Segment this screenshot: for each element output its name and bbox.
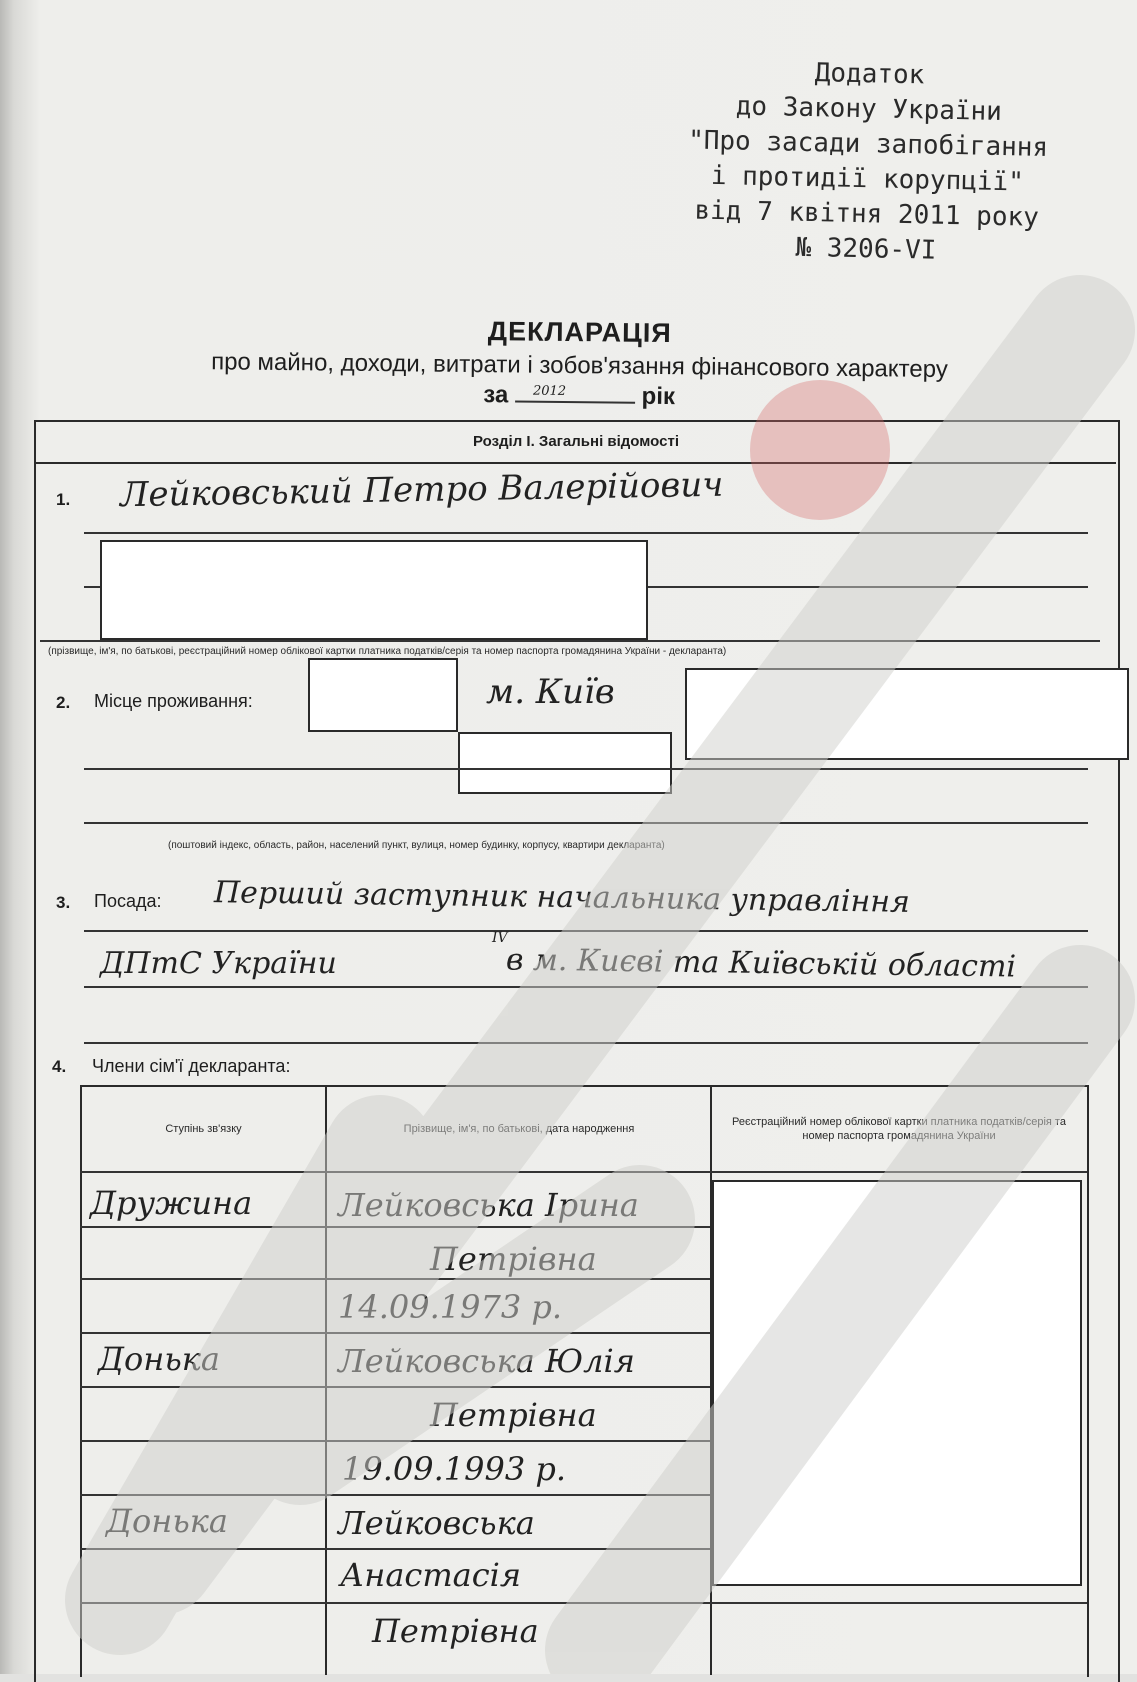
field-2-line (84, 768, 1088, 770)
field-2-line (84, 822, 1088, 824)
member-relation: Донька (106, 1502, 228, 1540)
member-patronymic: Петрівна (430, 1240, 597, 1278)
field-4-number: 4. (52, 1057, 67, 1076)
field-1-line (40, 640, 1100, 642)
table-row-line (80, 1226, 710, 1228)
column-header-relation: Ступінь зв'язку (165, 1123, 242, 1135)
redaction-box (685, 668, 1129, 760)
field-3-line (84, 986, 1088, 988)
table-row-line (80, 1440, 710, 1442)
position-superscript: IV (492, 930, 508, 946)
addendum-line: від 7 квітня 2011 року (694, 195, 1040, 233)
year-suffix: рік (641, 382, 676, 411)
section-title: Розділ І. Загальні відомості (36, 422, 1116, 464)
member-relation: Дружина (90, 1184, 253, 1222)
document-subtitle: про майно, доходи, витрати і зобов'язання фінансового характеру (211, 348, 948, 383)
table-row-line (80, 1548, 710, 1550)
position-handwritten-line-1: Перший заступник начальника управління (213, 875, 911, 920)
year-prefix: за (483, 381, 509, 409)
column-header-name: Прізвище, ім'я, по батькові, дата народження (403, 1123, 635, 1135)
table-row-line (80, 1332, 710, 1334)
field-3-line (84, 930, 1088, 932)
member-patronymic: Петрівна (430, 1396, 597, 1434)
position-handwritten-line-2b: в м. Києві та Київській області (505, 942, 1017, 985)
field-1-caption: (прізвище, ім'я, по батькові, реєстраційний номер облікової картки платника податків/серія та номер паспорта громадянина України - декларанта) (48, 646, 727, 657)
member-birth-date: 14.09.1973 р. (338, 1288, 563, 1326)
column-header-id: Реєстраційний номер облікової картки платника податків/серія та номер паспорта громадянина України (732, 1116, 1066, 1142)
residence-city-handwritten: м. Київ (486, 672, 615, 712)
field-1-line (84, 532, 1088, 534)
residence-label: Місце проживання: (94, 691, 253, 711)
field-3-line (84, 1042, 1088, 1044)
table-column-divider (325, 1085, 327, 1675)
member-relation: Донька (98, 1340, 220, 1378)
year-blank (515, 383, 635, 403)
member-patronymic-continued: Петрівна (372, 1612, 539, 1650)
redaction-box (308, 658, 458, 732)
addendum-line: № 3206-VI (795, 232, 937, 266)
redaction-box (100, 540, 648, 640)
member-name: Лейковська Ірина (338, 1186, 639, 1224)
member-patronymic: Анастасія (340, 1556, 522, 1594)
field-3-number: 3. (56, 893, 71, 912)
redaction-box (712, 1180, 1082, 1586)
year-handwritten: 2012 (532, 383, 567, 399)
member-name: Лейковська Юлія (338, 1342, 635, 1380)
addendum-line: до Закону України (735, 91, 1003, 128)
redaction-box (458, 732, 672, 794)
table-row-line (80, 1386, 710, 1388)
position-label: Посада: (94, 891, 162, 911)
law-addendum-reference (616, 52, 1120, 272)
field-2-caption: (поштовий індекс, область, район, населений пункт, вулиця, номер будинку, корпусу, квартири декларанта) (168, 840, 665, 851)
addendum-line: і протидії корупції" (710, 160, 1025, 198)
table-row-line (80, 1494, 710, 1496)
table-row-line (80, 1602, 1087, 1604)
addendum-line: Додаток (814, 58, 925, 91)
addendum-line: "Про засади запобігання (687, 125, 1049, 163)
declaration-heading (89, 312, 1070, 415)
field-1-number: 1. (56, 490, 71, 509)
document-title: ДЕКЛАРАЦІЯ (487, 316, 672, 349)
member-birth-date: 19.09.1993 р. (342, 1450, 567, 1488)
declarant-name-handwritten: Лейковський Петро Валерійович (119, 464, 724, 516)
family-members-label: Члени сім'ї декларанта: (92, 1056, 291, 1076)
member-name: Лейковська (338, 1504, 535, 1542)
position-handwritten-line-2a: ДПтС України (100, 946, 337, 981)
table-row-line (80, 1278, 710, 1280)
field-2-number: 2. (56, 693, 71, 712)
